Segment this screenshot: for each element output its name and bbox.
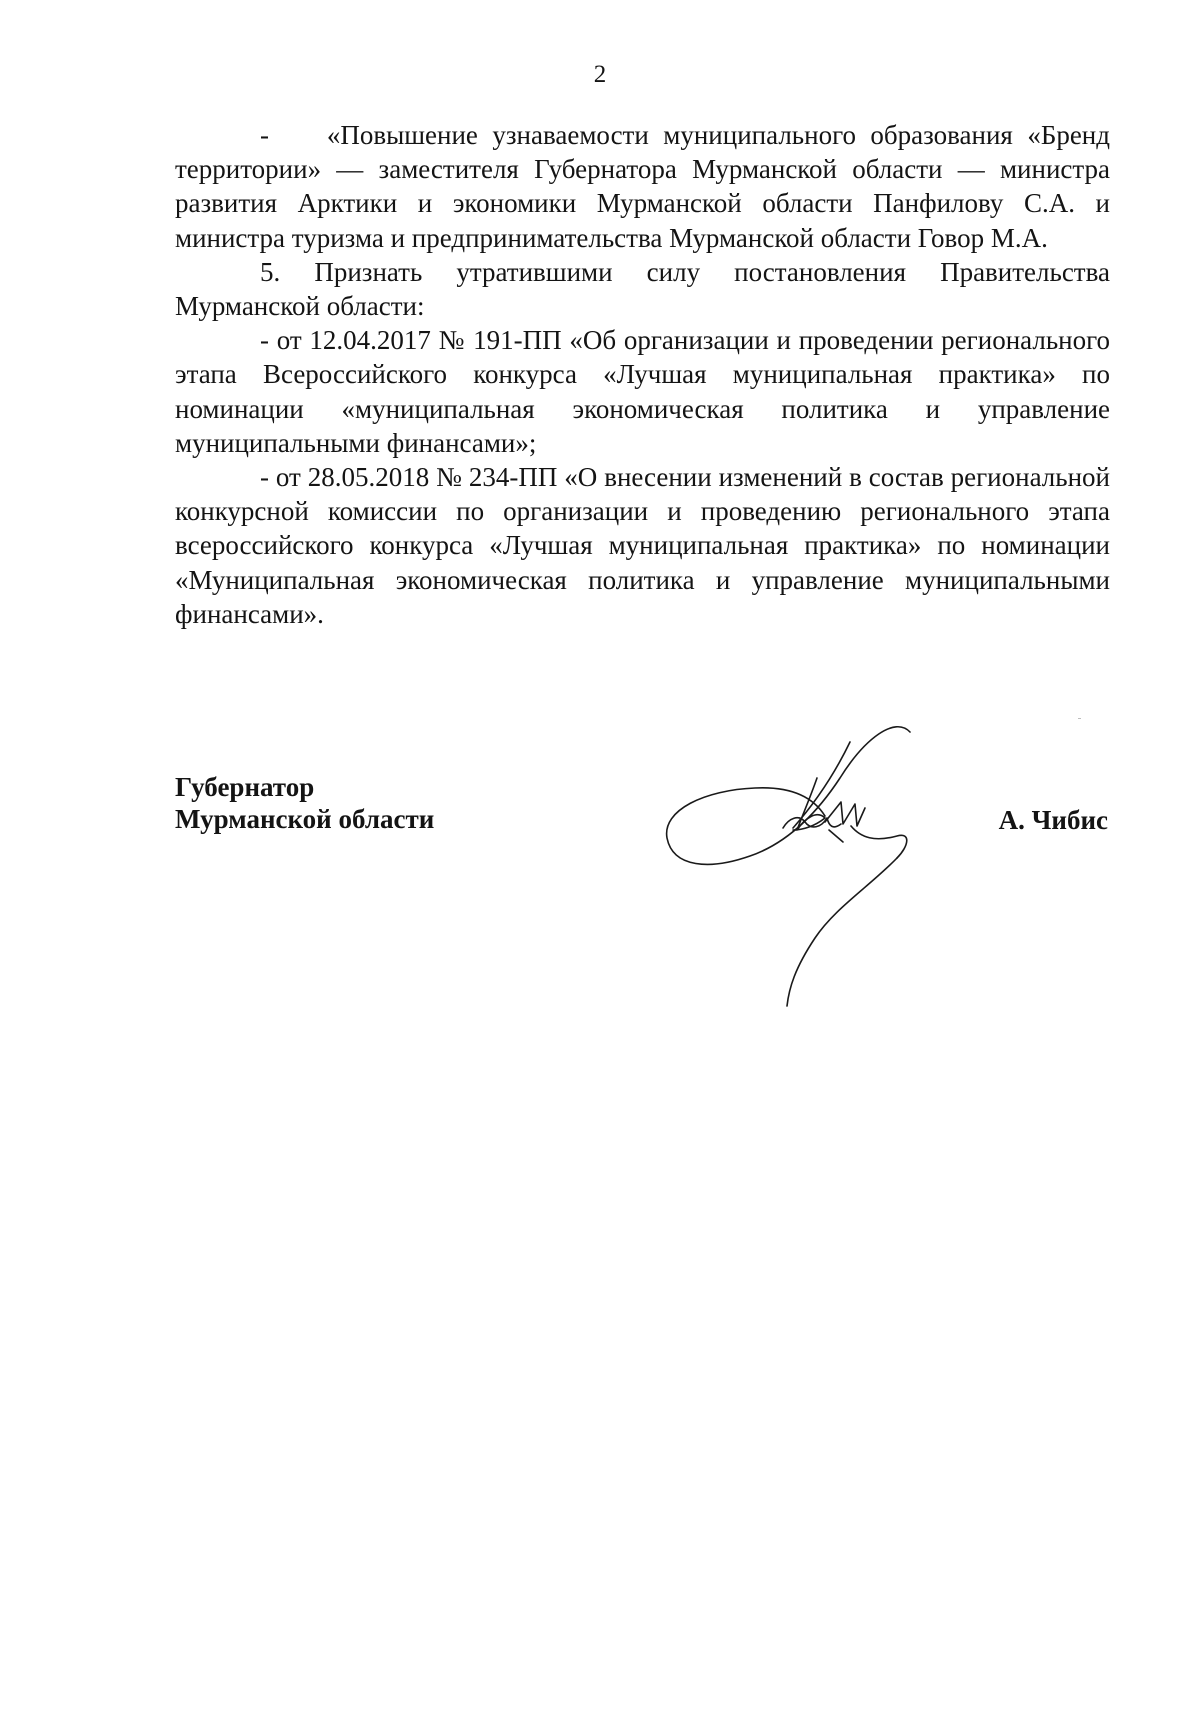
paragraph-resolution-191: - от 12.04.2017 № 191-ПП «Об организации и проведении регионального этапа Всероссийского конкурса «Лучшая муниципальная практика» по номинации «муниципальная экономическая политика и управление муниципальными финансами»; [175, 325, 1110, 458]
handwritten-signature [665, 718, 935, 1008]
signatory-title [175, 771, 434, 835]
paragraph-resolution-234: - от 28.05.2018 № 234-ПП «О внесении изменений в состав региональной конкурсной комиссии по организации и проведению регионального этапа всероссийского конкурса «Лучшая муниципальная практика» по номинации «Муниципальная экономическая политика и управление муниципальными финансами». [175, 462, 1110, 629]
paragraph-repeal: 5. Признать утратившими силу постановления Правительства Мурманской области: [175, 256, 1110, 322]
signatory-name: А. Чибис [998, 805, 1108, 835]
document-body [175, 118, 1110, 631]
signatory-title-line-2: Мурманской области [175, 804, 435, 834]
paragraph-brand-territory: - «Повышение узнаваемости муниципального образования «Бренд территории» — заместителя Губернатора Мурманской области — министра развития Арктики и экономики Мурманской области Панфилову С.А. и министра туризма и предпринимательства Мурманской области Говор М.А. [175, 120, 1110, 253]
scan-speck [1078, 718, 1081, 719]
page-number: 2 [593, 61, 607, 88]
signatory-title-line-1: Губернатор [175, 772, 315, 802]
